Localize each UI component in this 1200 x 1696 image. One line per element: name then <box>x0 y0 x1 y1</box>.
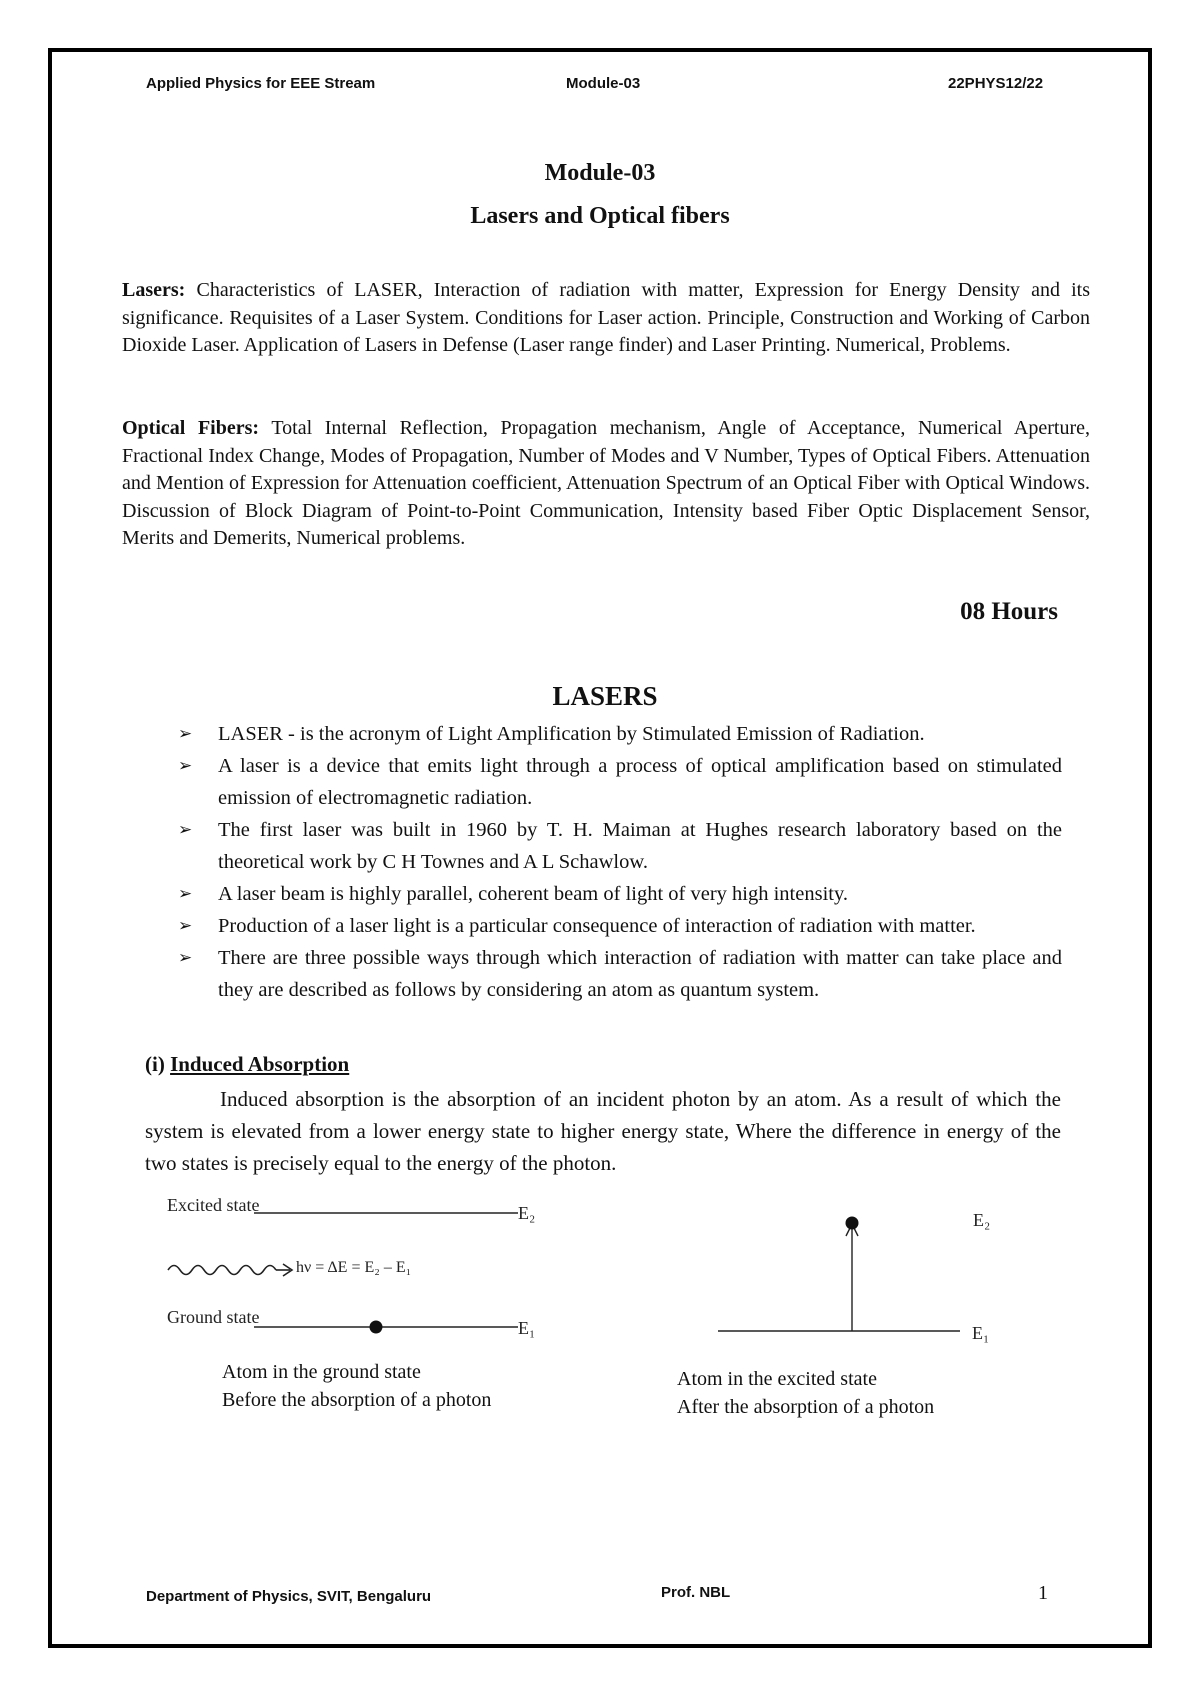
hours-label: 08 Hours <box>960 598 1058 625</box>
footer-department: Department of Physics, SVIT, Bengaluru <box>146 1588 432 1605</box>
syllabus-lasers-text: Characteristics of LASER, Interaction of radiation with matter, Expression for Energy Density and its significance. Requisites of a Laser System. Conditions for Laser action. Principle, Construction and Working of Carbon Dioxide Laser. Application of Lasers in Defense (Laser range finder) and Laser Printing. Numerical, Problems. <box>122 279 1090 356</box>
arrow-bullet-icon: ➢ <box>178 756 193 776</box>
right-caption: Atom in the excited state After the absorption of a photon <box>677 1368 935 1418</box>
induced-absorption-title: Induced Absorption <box>170 1052 350 1076</box>
subject-title: Lasers and Optical fibers <box>470 203 730 229</box>
syllabus-fibers-label: Optical Fibers: <box>122 417 260 439</box>
module-title: Module-03 <box>544 160 656 186</box>
photon-energy-equation: hν = ΔE = E₂ – E₁ <box>296 1259 412 1276</box>
list-item: ➢ LASER - is the acronym of Light Amplification by Stimulated Emission of Radiation. <box>178 718 1062 750</box>
arrow-bullet-icon: ➢ <box>178 916 193 936</box>
syllabus-lasers-label: Lasers: <box>122 279 186 301</box>
section-title: LASERS <box>552 681 658 711</box>
list-item: ➢ There are three possible ways through which interaction of radiation with matter can take place and they are described as follows by considering an atom as quantum system. <box>178 942 1062 1006</box>
header-module: Module-03 <box>566 75 641 92</box>
syllabus-fibers <box>122 415 1090 553</box>
induced-absorption-number: (i) <box>145 1052 171 1076</box>
left-e1-label: E₁ <box>518 1318 536 1338</box>
arrow-bullet-icon: ➢ <box>178 820 193 840</box>
induced-absorption-text: Induced absorption is the absorption of an incident photon by an atom. As a result of which the system is elevated from a lower energy state to higher energy state, Where the difference in energy of the two states is precisely equal to the energy of the photon. <box>145 1087 1061 1175</box>
excited-state-label: Excited state <box>167 1195 260 1215</box>
page-number: 1 <box>1038 1582 1048 1604</box>
arrow-bullet-icon: ➢ <box>178 884 193 904</box>
left-e2-label: E₂ <box>518 1203 536 1223</box>
right-e2-label: E₂ <box>973 1210 991 1230</box>
left-caption: Atom in the ground state Before the absorption of a photon <box>222 1361 492 1411</box>
arrow-bullet-icon: ➢ <box>178 724 193 744</box>
bullet-list <box>178 718 1062 1006</box>
list-item: ➢ A laser beam is highly parallel, coherent beam of light of very high intensity. <box>178 878 1062 910</box>
list-item: ➢ A laser is a device that emits light through a process of optical amplification based on stimulated emission of electromagnetic radiation. <box>178 750 1062 814</box>
list-item: ➢ Production of a laser light is a particular consequence of interaction of radiation with matter. <box>178 910 1062 942</box>
syllabus-fibers-text: Total Internal Reflection, Propagation mechanism, Angle of Acceptance, Numerical Aperture, Fractional Index Change, Modes of Propagation, Number of Modes and V Number, Types of Optical Fibers. Attenuation and Mention of Expression for Attenuation coefficient, Attenuation Spectrum of an Optical Fiber with Optical Windows. Discussion of Block Diagram of Point-to-Point Communication, Intensity based Fiber Optic Displacement Sensor, Merits and Demerits, Numerical problems. <box>122 417 1090 549</box>
header-code: 22PHYS12/22 <box>948 75 1044 92</box>
ground-state-label: Ground state <box>167 1307 260 1327</box>
footer-author: Prof. NBL <box>661 1584 731 1601</box>
syllabus-lasers <box>122 277 1090 360</box>
right-e1-label: E₁ <box>972 1323 990 1343</box>
induced-absorption-heading <box>145 1052 349 1077</box>
arrow-bullet-icon: ➢ <box>178 948 193 968</box>
list-item: ➢ The first laser was built in 1960 by T. H. Maiman at Hughes research laboratory based on the theoretical work by C H Townes and A L Schawlow. <box>178 814 1062 878</box>
header-course: Applied Physics for EEE Stream <box>146 75 376 92</box>
